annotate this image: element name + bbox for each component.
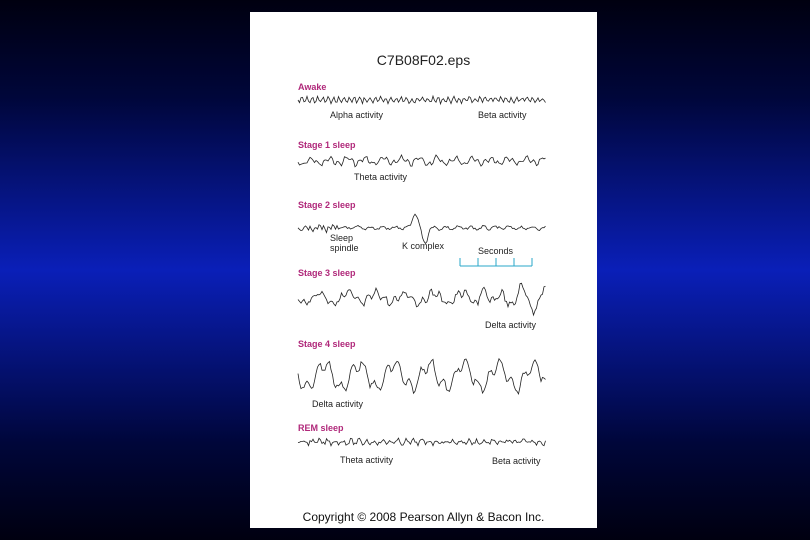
copyright-notice: Copyright © 2008 Pearson Allyn & Bacon Inc. (302, 510, 545, 524)
figure-page (250, 12, 597, 528)
eeg-trace-rem (298, 434, 548, 450)
stage-label-rem: REM sleep (298, 423, 344, 433)
eeg-trace-stage-4 (298, 352, 548, 400)
figure-filename: C7B08F02.eps (376, 52, 471, 68)
annotation-theta-activity: Theta activity (340, 455, 394, 465)
annotation-alpha-activity: Alpha activity (330, 110, 384, 120)
annotation-delta-activity: Delta activity (312, 399, 364, 409)
annotation-theta-activity: Theta activity (354, 172, 408, 182)
annotation-k-complex: K complex (402, 241, 445, 251)
seconds-scale-bar (460, 258, 536, 268)
eeg-trace-stage-3 (298, 274, 548, 320)
stage-label-stage-1: Stage 1 sleep (298, 140, 356, 150)
eeg-trace-stage-1 (298, 151, 548, 171)
annotation-sleep-spindle: Sleep spindle (330, 233, 359, 253)
annotation-beta-activity: Beta activity (478, 110, 527, 120)
scale-bar-label: Seconds (478, 246, 514, 256)
annotation-beta-activity: Beta activity (492, 456, 541, 466)
eeg-trace-awake (298, 92, 548, 108)
stage-label-awake: Awake (298, 82, 327, 92)
annotation-delta-activity: Delta activity (485, 320, 537, 330)
stage-label-stage-2: Stage 2 sleep (298, 200, 356, 210)
stage-label-stage-4: Stage 4 sleep (298, 339, 356, 349)
stage-label-stage-3: Stage 3 sleep (298, 268, 356, 278)
